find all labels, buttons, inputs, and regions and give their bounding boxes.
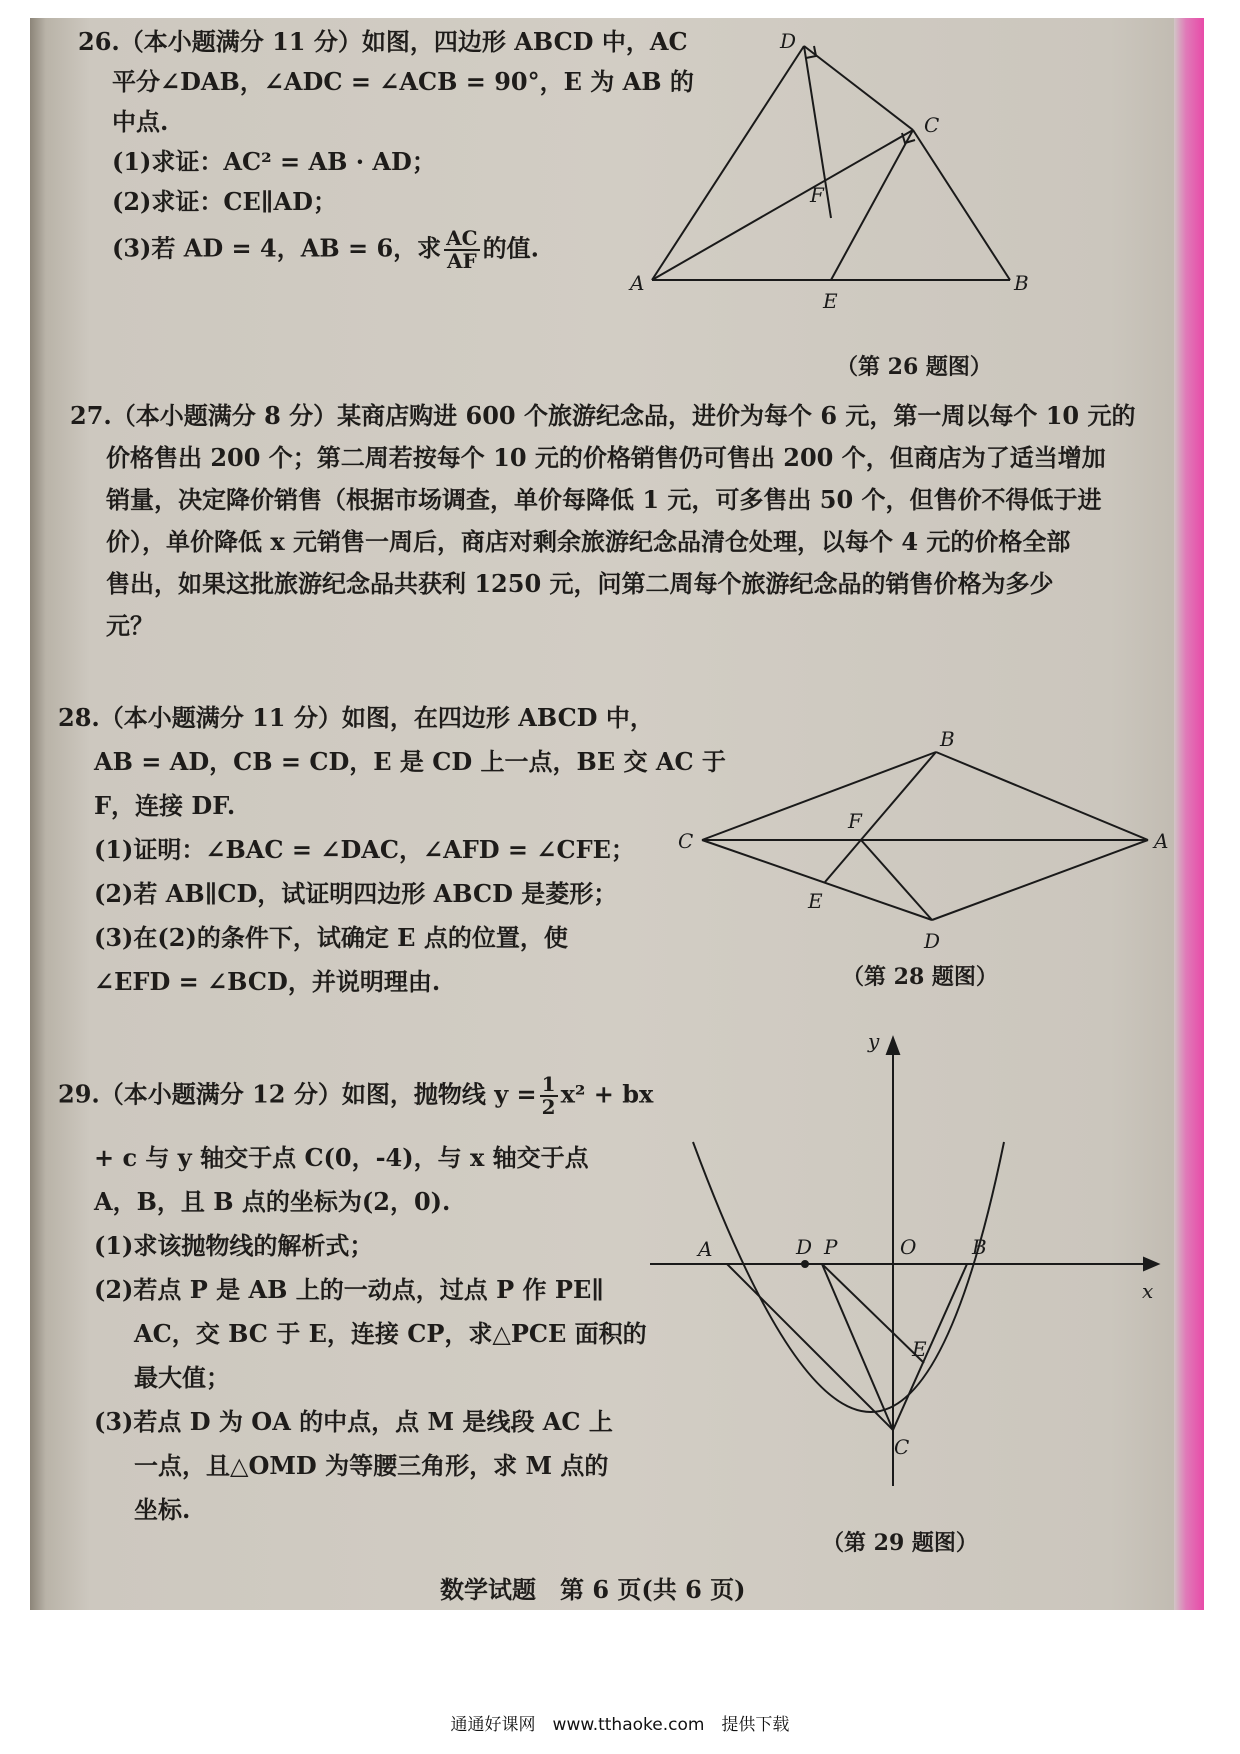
q28-seg-BA (936, 752, 1148, 840)
q29-x-arrow-icon (1144, 1258, 1158, 1270)
q28-line: (1)证明：∠BAC = ∠DAC，∠AFD = ∠CFE； (94, 835, 635, 864)
q29-label-x: x (1142, 1279, 1154, 1303)
q28-label-B: B (940, 727, 955, 751)
q28-caption: （第 28 题图） (842, 964, 998, 990)
q29-line1-suffix: x² + bx (560, 1079, 654, 1109)
q28-line: 28.（本小题满分 11 分）如图，在四边形 ABCD 中， (58, 703, 654, 732)
q26-part3 (112, 228, 539, 272)
q28-line: ∠EFD = ∠BCD，并说明理由. (94, 967, 441, 996)
q28-seg-AD (932, 840, 1148, 920)
q26-label-D: D (780, 29, 797, 53)
q29-label-C: C (894, 1435, 910, 1459)
q29-line: (1)求该抛物线的解析式； (94, 1231, 374, 1260)
q29-line1 (58, 1074, 653, 1118)
q27-line: 元？ (106, 611, 154, 640)
q28-label-C: C (678, 829, 694, 853)
q29-line: AC，交 BC 于 E，连接 CP，求△PCE 面积的 (134, 1319, 647, 1348)
q27-line: 售出，如果这批旅游纪念品共获利 1250 元，问第二周每个旅游纪念品的销售价格为多少 (106, 569, 1054, 598)
q26-frac-num: AC (446, 226, 478, 250)
q26-label-B: B (1014, 271, 1029, 295)
q28-label-E: E (808, 889, 823, 913)
q26-label-C: C (924, 113, 940, 137)
q26-part3-prefix: (3)若 AD = 4，AB = 6，求 (112, 233, 442, 263)
q27-line: 价格售出 200 个；第二周若按每个 10 元的价格销售仍可售出 200 个，但商店为了适当增加 (106, 443, 1106, 472)
site-footer: 通通好课网 www.tthaoke.com 提供下载 (450, 1715, 790, 1735)
q26-seg-AC (652, 130, 913, 280)
q28-line: (2)若 AB∥CD，试证明四边形 ABCD 是菱形； (94, 879, 618, 908)
q26-seg-DC (804, 46, 913, 130)
q26-line: 中点. (112, 107, 169, 136)
q26-label-E: E (823, 289, 838, 313)
q27-line: 销量，决定降价销售（根据市场调查，单价每降低 1 元，可多售出 50 个，但售价不得低于进 (106, 485, 1102, 514)
q29-caption: （第 29 题图） (822, 1530, 978, 1556)
q29-label-D: D (796, 1235, 813, 1259)
q29-label-A: A (698, 1237, 713, 1261)
q29-fraction (540, 1074, 558, 1118)
q28-label-D: D (924, 929, 941, 953)
q29-line: 坐标. (134, 1495, 191, 1524)
q28-line: AB = AD，CB = CD，E 是 CD 上一点，BE 交 AC 于 (94, 747, 726, 776)
q26-label-A: A (630, 271, 645, 295)
q29-frac-den: 2 (541, 1095, 556, 1119)
q29-label-O: O (900, 1235, 917, 1259)
q29-point-D (802, 1261, 808, 1267)
q29-label-E: E (912, 1337, 927, 1361)
q29-line1-prefix: 29.（本小题满分 12 分）如图，抛物线 y = (58, 1079, 537, 1109)
q26-line: (1)求证：AC² = AB · AD； (112, 147, 436, 176)
q29-line: 一点，且△OMD 为等腰三角形，求 M 点的 (134, 1451, 609, 1480)
q29-frac-num: 1 (541, 1072, 556, 1096)
pink-edge (1174, 18, 1204, 1610)
q29-line: (2)若点 P 是 AB 上的一动点，过点 P 作 PE∥ (94, 1275, 604, 1304)
q26-figure (590, 18, 1050, 318)
q28-seg-CB (702, 752, 936, 840)
q26-fraction (444, 228, 479, 272)
q26-part3-suffix: 的值. (482, 233, 539, 263)
q29-seg-AC (727, 1264, 893, 1430)
q26-line: 26.（本小题满分 11 分）如图，四边形 ABCD 中，AC (78, 27, 688, 56)
q28-line: F，连接 DF. (94, 791, 236, 820)
q29-seg-PE (822, 1264, 924, 1363)
q26-caption: （第 26 题图） (836, 354, 992, 380)
q26-seg-AD (652, 46, 804, 280)
page-footer: 数学试题 第 6 页(共 6 页) (440, 1575, 746, 1604)
q29-label-P: P (824, 1235, 838, 1259)
q29-figure (650, 1008, 1170, 1498)
q28-line: (3)在(2)的条件下，试确定 E 点的位置，使 (94, 923, 568, 952)
q26-line: (2)求证：CE∥AD； (112, 187, 337, 216)
q27-line: 27.（本小题满分 8 分）某商店购进 600 个旅游纪念品，进价为每个 6 元，第一周以每个 10 元的 (70, 401, 1136, 430)
q26-line: 平分∠DAB，∠ADC = ∠ACB = 90°，E 为 AB 的 (112, 67, 694, 96)
q28-label-A: A (1154, 829, 1169, 853)
q29-label-B: B (972, 1235, 987, 1259)
photographed-page (30, 18, 1204, 1610)
q26-frac-den: AF (447, 249, 477, 273)
q29-y-arrow-icon (887, 1038, 899, 1054)
q28-figure (670, 708, 1170, 958)
q29-seg-PC (822, 1264, 893, 1430)
q29-line: 最大值； (134, 1363, 230, 1392)
q29-line: A，B，且 B 点的坐标为(2，0). (94, 1187, 451, 1216)
q26-label-F: F (810, 183, 824, 207)
q28-label-F: F (848, 809, 862, 833)
q29-label-y: y (868, 1029, 880, 1053)
q29-line: (3)若点 D 为 OA 的中点，点 M 是线段 AC 上 (94, 1407, 613, 1436)
q29-seg-CB (893, 1264, 967, 1430)
q29-line: + c 与 y 轴交于点 C(0，-4)，与 x 轴交于点 (94, 1143, 589, 1172)
q26-seg-CB (913, 130, 1010, 280)
q27-line: 价），单价降低 x 元销售一周后，商店对剩余旅游纪念品清仓处理，以每个 4 元的价格全部 (106, 527, 1071, 556)
